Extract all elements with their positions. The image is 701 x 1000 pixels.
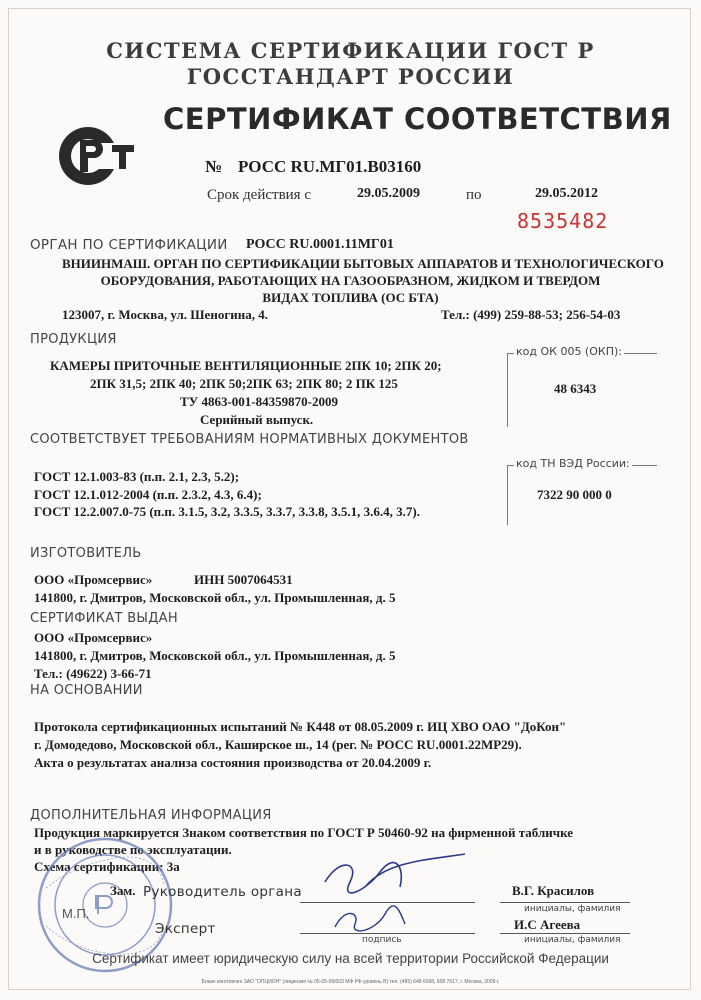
basis-label: НА ОСНОВАНИИ: [30, 683, 143, 698]
norm-doc-1: ГОСТ 12.1.003-83 (п.п. 2.1, 2.3, 5.2);: [34, 469, 240, 484]
organ-label: ОРГАН ПО СЕРТИФИКАЦИИ: [30, 237, 228, 253]
organ-name-line1: ВНИИНМАШ. ОРГАН ПО СЕРТИФИКАЦИИ БЫТОВЫХ АППАРАТОВ И ТЕХНОЛОГИЧЕСКОГО: [62, 256, 664, 271]
head-initials-caption: инициалы, фамилия: [524, 904, 621, 914]
issued-to-phone: Тел.: (49622) 3-66-71: [34, 666, 152, 681]
organ-code: РОСС RU.0001.11МГ01: [246, 237, 394, 252]
tnved-box-border: [507, 465, 508, 525]
manufacturer-label: ИЗГОТОВИТЕЛЬ: [30, 546, 142, 561]
product-label: ПРОДУКЦИЯ: [30, 332, 117, 347]
okp-label: код ОК 005 (ОКП):: [516, 345, 622, 358]
system-title: СИСТЕМА СЕРТИФИКАЦИИ ГОСТ Р: [106, 38, 595, 63]
signature-caption: подпись: [362, 935, 402, 945]
registration-number: 8535482: [517, 209, 609, 233]
product-line4: Серийный выпуск.: [200, 412, 314, 427]
rst-logo-icon: [56, 121, 141, 191]
expert-label: Эксперт: [155, 921, 216, 937]
valid-to: 29.05.2012: [535, 186, 598, 201]
basis-line2: г. Домодедово, Московской обл., Каширское ш., 14 (рег. № РОСС RU.0001.22МР29).: [34, 737, 522, 752]
product-line1: КАМЕРЫ ПРИТОЧНЫЕ ВЕНТИЛЯЦИОННЫЕ 2ПК 10; 2ПК 20;: [50, 358, 442, 373]
tnved-label: код ТН ВЭД России:: [516, 457, 630, 470]
product-line3: ТУ 4863-001-84359870-2009: [180, 394, 338, 409]
okp-box-border: [507, 353, 508, 427]
gosstandart-title: ГОССТАНДАРТ РОССИИ: [186, 64, 515, 89]
additional-line2: и в руководстве по эксплуатации.: [34, 842, 232, 857]
norm-doc-3: ГОСТ 12.2.007.0-75 (п.п. 3.1.5, 3.2, 3.3.5, 3.3.7, 3.3.8, 3.5.1, 3.6.4, 3.7).: [34, 504, 420, 519]
product-line2: 2ПК 31,5; 2ПК 40; 2ПК 50;2ПК 63; 2ПК 80; 2 ПК 125: [90, 376, 398, 391]
manufacturer-address: 141800, г. Дмитров, Московской обл., ул. Промышленная, д. 5: [34, 590, 396, 605]
additional-info-label: ДОПОЛНИТЕЛЬНАЯ ИНФОРМАЦИЯ: [30, 808, 272, 823]
issued-to-label: СЕРТИФИКАТ ВЫДАН: [30, 611, 178, 626]
manufacturer-inn: ИНН 5007064531: [194, 572, 293, 587]
basis-line1: Протокола сертификационных испытаний № К448 от 08.05.2009 г. ИЦ ХВО ОАО "ДоКон": [34, 719, 567, 734]
validity-label: Срок действия с: [207, 187, 311, 203]
head-name: В.Г. Красилов: [512, 883, 595, 898]
issued-to-name: ООО «Промсервис»: [34, 630, 153, 645]
valid-to-label: по: [466, 187, 482, 203]
okp-value: 48 6343: [554, 381, 597, 396]
head-name-line: [500, 902, 630, 903]
norm-doc-2: ГОСТ 12.1.012-2004 (п.п. 2.3.2, 4.3, 6.4);: [34, 487, 262, 502]
printer-info: Бланк изготовлен ЗАО "ОПЦИОН" (лицензия № 05-05-09/003 МФ РФ уровень В) тел. (495) 648 6068, 608 7617, г. Москва, 2009 г.: [201, 979, 500, 985]
basis-line3: Акта о результатах анализа состояния производства от 20.04.2009 г.: [34, 755, 432, 770]
handwritten-signatures-icon: [305, 852, 475, 942]
deputy-prefix: Зам.: [110, 883, 136, 898]
valid-from: 29.05.2009: [357, 186, 420, 201]
expert-initials-caption: инициалы, фамилия: [524, 935, 621, 945]
legal-notice: Сертификат имеет юридическую силу на всей территории Российской Федерации: [92, 951, 609, 966]
expert-name: И.С Агеева: [514, 917, 581, 932]
organ-name-line3: ВИДАХ ТОПЛИВА (ОС БТА): [262, 290, 439, 305]
certification-scheme: Схема сертификации: 3а: [34, 859, 180, 874]
organ-name-line2: ОБОРУДОВАНИЯ, РАБОТАЮЩИХ НА ГАЗООБРАЗНОМ, ЖИДКОМ И ТВЕРДОМ: [100, 273, 601, 288]
issued-to-address: 141800, г. Дмитров, Московской обл., ул. Промышленная, д. 5: [34, 648, 396, 663]
organ-phone: Тел.: (499) 259-88-53; 256-54-03: [441, 307, 621, 322]
organ-address: 123007, г. Москва, ул. Шеногина, 4.: [62, 307, 268, 322]
certificate-title: СЕРТИФИКАТ СООТВЕТСТВИЯ: [163, 102, 672, 136]
stamp-place-label: М.П.: [62, 906, 90, 921]
conformity-label: СООТВЕТСТВУЕТ ТРЕБОВАНИЯМ НОРМАТИВНЫХ ДОКУМЕНТОВ: [30, 432, 469, 447]
additional-line1: Продукция маркируется Знаком соответствия по ГОСТ Р 50460-92 на фирменной табличке: [34, 825, 574, 840]
tnved-value: 7322 90 000 0: [537, 487, 612, 502]
certificate-number: РОСС RU.МГ01.В03160: [238, 157, 422, 176]
head-of-organ-label: Руководитель органа: [143, 884, 302, 900]
number-prefix: №: [205, 157, 223, 176]
expert-name-line: [500, 933, 630, 934]
manufacturer-name: ООО «Промсервис»: [34, 572, 153, 587]
